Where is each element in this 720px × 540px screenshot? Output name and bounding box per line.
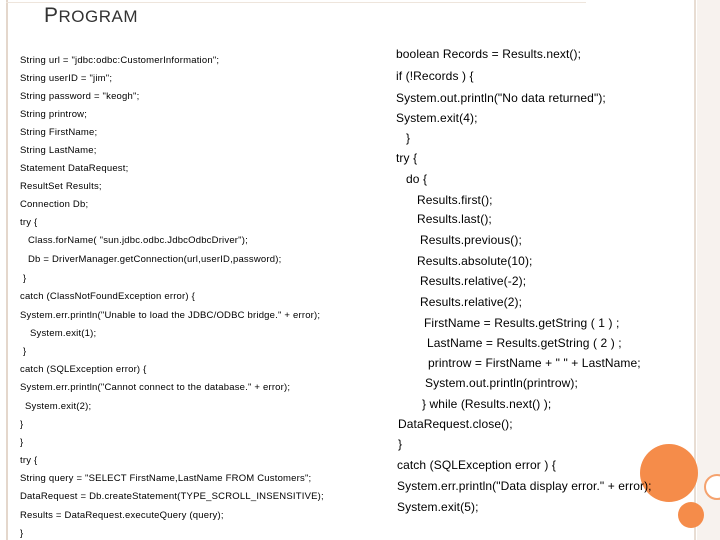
code-line: boolean Records = Results.next(); xyxy=(396,47,582,61)
slide-frame-top xyxy=(6,2,586,3)
code-line: } while (Results.next() ); xyxy=(422,397,552,411)
code-line: Connection Db; xyxy=(20,199,89,210)
code-line: Results.previous(); xyxy=(420,233,522,247)
code-line: System.exit(1); xyxy=(30,328,97,339)
slide-title-rest: ROGRAM xyxy=(58,7,139,26)
code-line: Results.first(); xyxy=(417,193,493,207)
code-line: String url = "jdbc:odbc:CustomerInformation"; xyxy=(20,55,220,66)
code-line: Results = DataRequest.executeQuery (query); xyxy=(20,510,224,521)
code-line: do { xyxy=(406,172,428,186)
code-line: String password = "keogh"; xyxy=(20,91,140,102)
slide-frame-left xyxy=(6,0,8,540)
code-line: } xyxy=(20,419,24,430)
slide-frame-right-strip xyxy=(697,0,720,540)
code-line: Statement DataRequest; xyxy=(20,163,129,174)
code-line: System.err.println("Cannot connect to the database." + error); xyxy=(20,382,291,393)
slide-title xyxy=(44,4,138,28)
code-line: try { xyxy=(396,151,418,165)
code-line: FirstName = Results.getString ( 1 ) ; xyxy=(424,316,620,330)
code-line: Results.last(); xyxy=(417,212,492,226)
code-line: String query = "SELECT FirstName,LastName FROM Customers"; xyxy=(20,473,312,484)
code-line: System.exit(2); xyxy=(25,401,92,412)
code-line: ResultSet Results; xyxy=(20,181,102,192)
code-line: System.exit(4); xyxy=(396,111,478,125)
code-line: if (!Records ) { xyxy=(396,69,474,83)
code-line: catch (SQLException error) { xyxy=(20,364,147,375)
code-line: } xyxy=(398,437,403,451)
code-line: } xyxy=(23,346,27,357)
code-line: } xyxy=(20,528,24,539)
code-line: Class.forName( "sun.jdbc.odbc.JdbcOdbcDriver"); xyxy=(28,235,248,246)
code-line: Results.relative(-2); xyxy=(420,274,527,288)
code-line: System.out.println(printrow); xyxy=(425,376,578,390)
code-line: } xyxy=(20,437,24,448)
code-line: DataRequest.close(); xyxy=(398,417,513,431)
slide-title-initial: P xyxy=(44,4,59,27)
code-line: String FirstName; xyxy=(20,127,98,138)
code-line: try { xyxy=(20,217,38,228)
code-line: System.err.println("Data display error." + error); xyxy=(397,479,652,493)
code-line: Results.relative(2); xyxy=(420,295,523,309)
code-line: Db = DriverManager.getConnection(url,userID,password); xyxy=(28,254,282,265)
code-line: DataRequest = Db.createStatement(TYPE_SCROLL_INSENSITIVE); xyxy=(20,491,324,502)
code-line: LastName = Results.getString ( 2 ) ; xyxy=(427,336,622,350)
code-line: System.err.println("Unable to load the JDBC/ODBC bridge." + error); xyxy=(20,310,321,321)
code-line: } xyxy=(23,273,27,284)
code-line: Results.absolute(10); xyxy=(417,254,533,268)
code-line: catch (ClassNotFoundException error) { xyxy=(20,291,195,302)
code-line: String userID = "jim"; xyxy=(20,73,113,84)
decor-circle-small xyxy=(678,502,704,528)
code-line: String LastName; xyxy=(20,145,97,156)
decor-circle-large xyxy=(640,444,698,502)
code-line: try { xyxy=(20,455,38,466)
code-line: String printrow; xyxy=(20,109,88,120)
code-line: catch (SQLException error ) { xyxy=(397,458,556,472)
code-line: System.out.println("No data returned"); xyxy=(396,91,606,105)
code-line: } xyxy=(406,131,411,145)
code-line: printrow = FirstName + " " + LastName; xyxy=(428,356,641,370)
code-line: System.exit(5); xyxy=(397,500,479,514)
